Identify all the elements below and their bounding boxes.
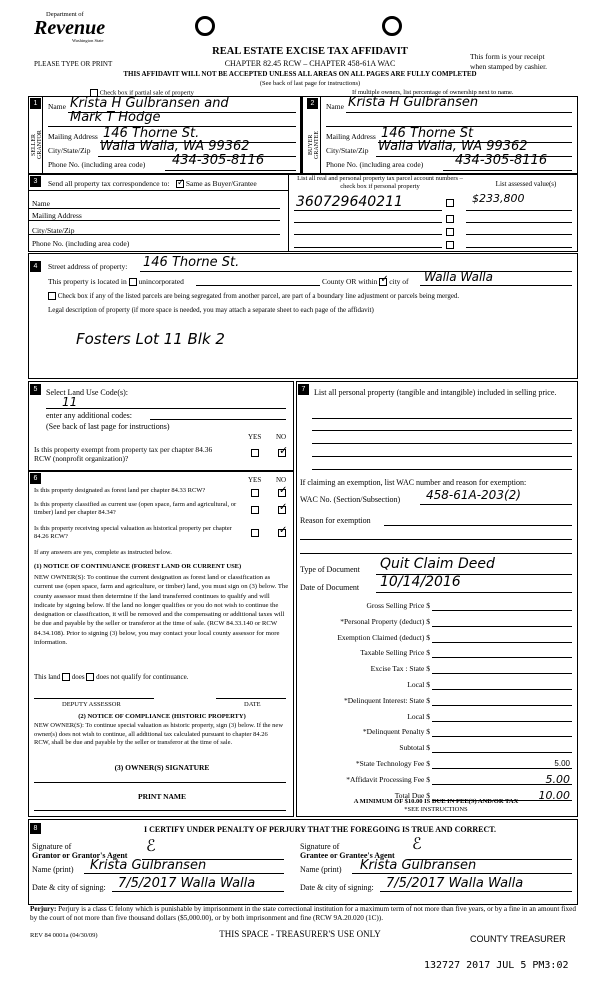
line	[384, 525, 572, 526]
grantee-sig-label1: Signature of	[300, 842, 340, 851]
not-accepted-notice: THIS AFFIDAVIT WILL NOT BE ACCEPTED UNLESS ALL AREAS ON ALL PAGES ARE FULLY COMPLETED	[123, 70, 477, 78]
county-line	[196, 285, 320, 286]
compliance-body: NEW OWNER(S): To continue special valuation as historic property, sign (3) below. If the new owner(s) does not wish to continue, all additional tax calculated pursuant to chapter 84.26 RCW, shall be due and payable by the seller or transferor at the time of sale.	[34, 722, 284, 746]
form-chapter: CHAPTER 82.45 RCW – CHAPTER 458-61A WAC	[224, 59, 396, 68]
perjury-label: Perjury:	[30, 905, 57, 913]
seller-mailing-value[interactable]: 146 Thorne St.	[103, 126, 200, 141]
unincorporated-label: unincorporated	[138, 277, 184, 286]
same-as-grantee-row[interactable]	[176, 179, 257, 188]
binder-hole-left	[195, 16, 215, 36]
wac-no-label: WAC No. (Section/Subsection)	[300, 495, 401, 504]
buyer-mailing-value[interactable]: 146 Thorne St	[381, 126, 474, 141]
fee-value[interactable]: 10.00	[538, 789, 570, 802]
fee-line	[432, 705, 572, 706]
corr-mailing-label: Mailing Address	[32, 211, 82, 220]
seller-name-value2[interactable]: Mark T Hodge	[70, 110, 161, 125]
owner-signature-label: (3) OWNER(S) SIGNATURE	[114, 763, 210, 772]
line	[140, 271, 572, 272]
fee-label: Local $	[407, 680, 430, 689]
segregated-row[interactable]	[48, 292, 459, 300]
doc-date-label: Date of Document	[300, 583, 360, 592]
grantee-name-print-value[interactable]: Krista Gulbransen	[360, 858, 477, 873]
line	[300, 553, 572, 554]
fee-label: Excise Tax : State $	[370, 664, 430, 673]
wac-no-value[interactable]: 458-61A-203(2)	[426, 488, 521, 502]
parcel-number-value[interactable]: 360729640211	[296, 194, 403, 210]
certify-statement: I CERTIFY UNDER PENALTY OF PERJURY THAT THE FOREGOING IS TRUE AND CORRECT.	[143, 825, 496, 834]
doc-type-label: Type of Document	[300, 565, 360, 574]
same-as-grantee-checkbox[interactable]: ✓	[177, 177, 185, 188]
line	[294, 247, 442, 248]
parcel-personal-checkbox-3[interactable]	[446, 227, 454, 236]
deputy-line	[34, 698, 154, 699]
street-address-label: Street address of property:	[48, 262, 128, 271]
historic-yes-checkbox[interactable]	[251, 528, 259, 537]
grantor-name-print-value[interactable]: Krista Gulbransen	[90, 858, 207, 873]
line	[312, 469, 572, 470]
fee-label: *Personal Property (deduct) $	[340, 617, 430, 626]
line	[46, 408, 286, 409]
forest-no-checkbox[interactable]: ✓	[279, 485, 288, 497]
line	[300, 539, 572, 540]
fee-value[interactable]: 5.00	[554, 759, 570, 768]
city-of-value[interactable]: Walla Walla	[424, 270, 493, 284]
county-or-label: County OR	[322, 277, 357, 286]
section7-number: 7	[298, 384, 309, 395]
line	[352, 873, 572, 874]
corr-city-label: City/State/Zip	[32, 226, 75, 235]
line	[466, 222, 572, 223]
buyer-city-value[interactable]: Walla Walla, WA 99362	[378, 139, 528, 154]
line	[312, 430, 572, 431]
dept-line1: Department of	[46, 11, 84, 18]
fee-label: *State Technology Fee $	[355, 759, 430, 768]
partial-sale-label: Check box if partial sale of property	[99, 89, 194, 97]
unincorporated-checkbox[interactable]	[129, 278, 137, 286]
line	[466, 247, 572, 248]
line	[112, 891, 284, 892]
assessor-date-label: DATE	[244, 701, 261, 708]
fee-line	[432, 610, 572, 611]
does-checkbox[interactable]	[62, 673, 70, 681]
treasurer-stamp: 132727 2017 JUL 5 PM3:02	[424, 960, 569, 971]
fee-label: Total Due $	[394, 791, 430, 800]
forest-land-question: Is this property designated as forest land per chapter 84.33 RCW?	[34, 487, 206, 494]
street-address-value[interactable]: 146 Thorne St.	[143, 255, 240, 270]
located-in-label: This property is located in	[48, 277, 127, 286]
fee-line	[432, 736, 572, 737]
current-use-no-checkbox[interactable]: ✓	[279, 502, 288, 514]
compliance-title: (2) NOTICE OF COMPLIANCE (HISTORIC PROPERTY)	[78, 713, 246, 720]
divider	[288, 174, 289, 251]
send-correspondence-label: Send all property tax correspondence to:	[48, 179, 170, 188]
parcel-personal-checkbox-4[interactable]	[446, 240, 454, 249]
divider	[320, 96, 321, 173]
assessed-value[interactable]: $233,800	[472, 192, 525, 205]
current-use-question: Is this property classified as current use (open space, farm and agricultural, or timber) land per chapter 84.34?	[34, 501, 237, 516]
line	[376, 592, 572, 593]
personal-property-label: List all personal property (tangible and intangible) included in selling price.	[314, 388, 557, 397]
line	[312, 443, 572, 444]
section6-number: 6	[30, 473, 41, 484]
does-not-checkbox[interactable]	[86, 673, 94, 681]
buyer-grantee-label: BUYER GRANTEE	[308, 131, 320, 159]
multiple-owners-note: If multiple owners, list percentage of ownership next to name.	[352, 89, 514, 96]
line	[294, 222, 442, 223]
receipt-line1: This form is your receipt	[470, 52, 545, 61]
exemption-claim-label: If claiming an exemption, list WAC number and reason for exemption:	[300, 478, 527, 487]
does-label: does	[71, 673, 85, 681]
fee-value[interactable]: 5.00	[545, 773, 570, 786]
fee-label: Subtotal $	[399, 743, 430, 752]
continuance-body: NEW OWNER(S): To continue the current designation as forest land or classification as current use (open space, farm and agriculture, or timber) land, you must sign on (3) below. The county assessor must then determine if the land transferred continues to qualify and will indicate by signing below. If the land no longer qualifies or you do not wish to continue the designation or classification, it will be removed and the compensating or additional taxes will be due and payable by the seller or transferor at the time of sale. (RCW 84.33.140 or RCW 84.34.108). Prior to signing (3) below, you may contact your local county assessor for more information.	[34, 574, 289, 647]
this-land-label: This land	[34, 673, 61, 681]
grantee-signature[interactable]: ℰ	[412, 834, 422, 853]
doc-type-value[interactable]: Quit Claim Deed	[380, 556, 495, 572]
legal-description-label: Legal description of property (if more space is needed, you may attach a separate sheet to each page of the affidavit)	[48, 306, 374, 314]
same-as-grantee-label: Same as Buyer/Grantee	[185, 179, 257, 188]
fee-line	[432, 752, 572, 753]
section2-number: 2	[307, 98, 318, 109]
divider	[300, 96, 303, 173]
dept-line3: Washington State	[72, 38, 104, 43]
grantor-sig-label2: Grantor or Grantor's Agent	[32, 851, 128, 860]
fee-line	[432, 642, 572, 643]
grantor-sig-label1: Signature of	[32, 842, 72, 851]
line	[150, 419, 286, 420]
fee-label: Taxable Selling Price $	[360, 648, 430, 657]
forest-yes-checkbox[interactable]	[251, 488, 259, 497]
buyer-phone-label: Phone No. (including area code)	[326, 160, 424, 169]
this-land-row	[34, 673, 188, 681]
assessed-header: List assessed value(s)	[495, 180, 557, 188]
date-line	[216, 698, 286, 699]
form-revision: REV 84 0001a (04/30/09)	[30, 932, 98, 939]
see-back-instructions: (See back of last page for instructions)	[259, 80, 361, 87]
seller-name-value[interactable]: Krista H Gulbransen and	[70, 96, 229, 111]
segregated-label: Check box if any of the listed parcels are being segregated from another parcel, are part of a boundary line adjustment or parcels being merged.	[57, 292, 460, 300]
minimum-fee-notice: A MINIMUM OF $10.00 IS DUE IN FEE(S) AND/OR TAX	[353, 798, 519, 805]
city-of-label: city of	[389, 277, 409, 286]
corr-name-label: Name	[32, 199, 50, 208]
buyer-mailing-label: Mailing Address	[326, 132, 376, 141]
grantee-date-city-value[interactable]: 7/5/2017 Walla Walla	[386, 876, 524, 891]
seller-phone-label: Phone No. (including area code)	[48, 160, 146, 169]
fee-label: Exemption Claimed (deduct) $	[337, 633, 430, 642]
section4-number: 4	[30, 261, 41, 272]
grantor-date-city-value[interactable]: 7/5/2017 Walla Walla	[118, 876, 256, 891]
deputy-assessor-label: DEPUTY ASSESSOR	[62, 701, 121, 708]
county-or-row	[322, 274, 409, 286]
form-title: REAL ESTATE EXCISE TAX AFFIDAVIT	[212, 46, 408, 57]
see-instructions: *SEE INSTRUCTIONS	[404, 806, 468, 813]
perjury-notice	[30, 905, 576, 923]
fee-label: *Affidavit Processing Fee $	[346, 775, 430, 784]
grantee-date-city-label: Date & city of signing:	[300, 883, 374, 892]
section6-no-header: NO	[276, 476, 287, 484]
exempt-question: Is this property exempt from property tax per chapter 84.36 RCW (nonprofit organization)?	[34, 445, 213, 463]
exempt-yes-checkbox[interactable]	[251, 448, 259, 457]
print-name-label: PRINT NAME	[138, 792, 186, 801]
buyer-city-label: City/State/Zip	[326, 146, 369, 155]
seller-city-value[interactable]: Walla Walla, WA 99362	[100, 139, 250, 154]
fee-label: Local $	[407, 712, 430, 721]
current-use-yes-checkbox[interactable]	[251, 505, 259, 514]
perjury-text: Perjury is a class C felony which is punishable by imprisonment in the state correctional institution for a maximum term of not more than five years, or by a fine in an amount fixed by the court of not more than five thousand dollars ($5,000.00), or by both imprisonment and fine (RCW 9A.20.020 (1C)).	[30, 905, 576, 922]
section5-no-header: NO	[276, 433, 287, 441]
city-checkbox[interactable]: ✓	[380, 274, 389, 286]
line	[28, 220, 280, 221]
line	[420, 285, 572, 286]
line	[84, 873, 284, 874]
fee-line	[432, 626, 572, 627]
seller-phone-value[interactable]: 434-305-8116	[172, 153, 265, 168]
does-not-label: does not	[96, 673, 120, 681]
seller-phone-line	[165, 170, 296, 171]
parcel-personal-checkbox-1[interactable]	[446, 198, 454, 207]
line	[294, 234, 442, 235]
fee-label: *Delinquent Interest: State $	[343, 696, 430, 705]
if-any-yes: If any answers are yes, complete as instructed below.	[34, 549, 172, 556]
grantee-name-print-label: Name (print)	[300, 865, 342, 874]
fee-line	[432, 689, 572, 690]
fee-label: *Delinquent Penalty $	[362, 727, 430, 736]
divider	[42, 96, 43, 173]
seller-grantor-label: SELLER GRANTOR	[31, 130, 43, 160]
buyer-name-value[interactable]: Krista H Gulbransen	[348, 95, 479, 110]
grantor-date-city-label: Date & city of signing:	[32, 883, 106, 892]
fee-line	[432, 673, 572, 674]
seller-city-label: City/State/Zip	[48, 146, 91, 155]
line	[466, 234, 572, 235]
line	[312, 456, 572, 457]
binder-hole-right	[382, 16, 402, 36]
line	[28, 190, 288, 191]
grantor-name-print-label: Name (print)	[32, 865, 74, 874]
buyer-name-line	[346, 112, 572, 113]
doc-date-value[interactable]: 10/14/2016	[380, 574, 461, 590]
line	[28, 234, 280, 235]
line	[28, 208, 280, 209]
county-treasurer-label: COUNTY TREASURER	[470, 934, 566, 944]
seller-mailing-label: Mailing Address	[48, 132, 98, 141]
line	[466, 210, 572, 211]
reason-exemption-label: Reason for exemption	[300, 516, 371, 525]
section6-yes-header: YES	[248, 476, 262, 484]
buyer-name-label: Name	[326, 102, 344, 111]
dept-logo: Revenue	[34, 17, 106, 39]
section5-yes-header: YES	[248, 433, 262, 441]
print-name-line[interactable]	[34, 810, 286, 811]
segregated-checkbox[interactable]	[48, 292, 56, 300]
grantor-signature[interactable]: ℰ	[146, 836, 156, 855]
owner-signature-line[interactable]	[34, 782, 286, 783]
land-use-label: Select Land Use Code(s):	[46, 388, 128, 397]
line	[420, 504, 572, 505]
historic-question: Is this property receiving special valuation as historical property per chapter 84.26 RCW?	[34, 525, 232, 540]
land-use-value[interactable]: 11	[62, 395, 78, 409]
qualify-label: qualify for continuance.	[121, 673, 189, 681]
legal-description-value[interactable]: Fosters Lot 11 Blk 2	[76, 330, 225, 348]
section5-number: 5	[30, 384, 41, 395]
fee-line	[432, 768, 572, 769]
fee-label: Gross Selling Price $	[366, 601, 430, 610]
section3-number: 3	[30, 176, 41, 187]
parcel-header: List all real and personal property tax parcel account numbers – check box if personal property	[297, 175, 463, 190]
fee-line	[432, 657, 572, 658]
treasurer-use-only: THIS SPACE - TREASURER'S USE ONLY	[219, 929, 381, 939]
fee-line	[432, 721, 572, 722]
land-use-see-back: (See back of last page for instructions)	[46, 422, 170, 431]
parcel-personal-checkbox-2[interactable]	[446, 214, 454, 223]
continuance-title: (1) NOTICE OF CONTINUANCE (FOREST LAND OR CURRENT USE)	[34, 563, 242, 570]
corr-phone-label: Phone No. (including area code)	[32, 239, 130, 248]
line	[312, 418, 572, 419]
line	[294, 210, 442, 211]
buyer-phone-value[interactable]: 434-305-8116	[455, 153, 548, 168]
within-label: within	[358, 277, 378, 286]
grantee-sig-label2: Grantee or Grantee's Agent	[300, 851, 395, 860]
seller-name-label: Name	[48, 102, 66, 111]
located-in-row	[48, 277, 184, 286]
please-type: PLEASE TYPE OR PRINT	[34, 60, 113, 68]
section1-number: 1	[30, 98, 41, 109]
additional-codes-label: enter any additional codes:	[46, 411, 132, 420]
exempt-no-checkbox[interactable]: ✓	[279, 445, 289, 458]
buyer-phone-line	[443, 170, 572, 171]
section8-number: 8	[30, 823, 41, 834]
receipt-line2: when stamped by cashier.	[470, 62, 548, 71]
historic-no-checkbox[interactable]: ✓	[279, 525, 288, 537]
line	[380, 891, 572, 892]
